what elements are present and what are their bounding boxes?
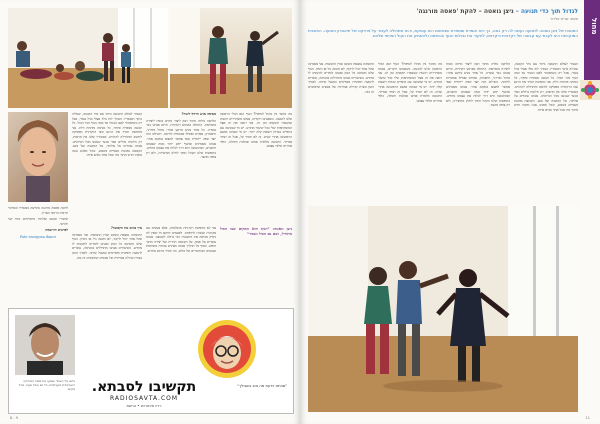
right-column-1 [514,62,578,202]
bottom-column-2 [146,226,216,306]
subhead-1: מאיפה מגיע הדחף ליצור? [181,112,216,116]
info-line-2: שיעורי תנועה ואלתור מתקיימים בימי שני ורביעי. [8,217,68,226]
lead-paragraph [308,28,578,58]
right-column-4 [308,62,374,202]
page-number-right: 11 [585,416,590,420]
article-column-1 [72,112,142,222]
ad-headline: תקשיבו לסבתא. [91,379,197,395]
right-column-2-text: הלהקה נולדה מתוך רצון ליצור מרחב בטוח ליצירה משותפת. התחלנו בארבע רקדניות, והיום אנחנו כבר עשרה. כל אחד מגיע מרקע אחר: מחול מודרני, תיאטרון, ספורט ואפילו אומנויות לחימה. השילוב הזה יוצר שפה ייחודית שאי אפשר למצוא במקום אחר. אנחנו מאמינים שהגוף יודע יותר ממה שאנחנו חושבים, ושהתנועה היא דרך לגלות את עצמנו מחדש. בהופעות שלנו הקהל הופך לחלק מהיצירה, ולא רק צופה מהצד. [446,62,510,108]
article-title: לגדול תוך כדי תנועה [520,8,578,15]
ad-slogan: רדיו אינטרנט • ברשת [126,403,162,408]
subhead-2: איך בונים את הקבוצה? [110,226,142,230]
studio-floor-photo [8,8,168,108]
bottom-column-2-text: אני לא מחפשת רקדניות מושלמות, אלא אנשים עם סקרנות ונכונות להיפתח. לפעמים דווקא מי שאין לה ניסיון מביאה את הרעננות הכי גדולה לקבוצה. אנחנו עובדים על אמון, על הקשבה הדדית ועל יצירה מתוך חופש. בסוף כל תהליך אנחנו מציגים עבודה משותפת שנבנתה מהחומרים של כולם, וזה תמיד מרגש מחדש. [146,226,216,253]
article-column-2 [146,112,216,222]
article-title-block [308,8,578,21]
article-subtitle: ניצן גואטה – להקת 'פאסה מורנגה' [416,8,514,15]
info-line-4: Fate enorgona dance [19,234,57,239]
section-label: מחול [590,18,598,35]
right-page [300,0,600,424]
info-line-1: להקת פאסה מורנגה מופיעה בסטודיו ובמרכזי תרבות ברחבי הארץ. [8,206,68,215]
bottom-column-1 [72,226,142,306]
ad-quote-caption: "סבתא יודעת מה טוב בשבילך" [237,383,287,388]
ad-url-link[interactable]: RADIOSAVTA.COM [109,395,179,402]
info-box [8,206,68,302]
dancers-studio-photo [308,206,578,412]
pull-quote: ניצן גואטה: "הגוף הוא המקום שבו הכול מתחיל, ושם גם הכול נשמר" [220,226,292,237]
ad-body: גלשו אל האתר ושמעו את מיטב המוזיקה הישראלית והעולמית, כל יום ובכל שעה, מכל מקום. [18,379,75,391]
column-1-text: הגעתי לעולם התנועה ביחד עם בתי הקטנה, שגדלה בתוך הסטודיו. הצורך לזוז נולד אצלי בגיל צעיר, אבל רק כשהפכתי לאם הבנתי עד כמה הגוף זוכר הכול. כל תנועה מספרת סיפור, כל נשימה פותחת דלת. אני מחפשת תמיד את הרגע שבו הרקדנית מפסיקה לחשוב ומתחילה להרגיש. בסטודיו שלנו אין מראות, רק חלונות גדולים ואור טבעי שנכנס מכל הכיוונים. אנחנו עובדים על אלתור, על הקשבה ועל מגע. הקבוצה נפגשת פעמיים בשבוע, ובכל מפגש נבנה משהו חדש מתוך מה שכל אחד מביא איתו. [72,112,142,158]
radio-savta-ad[interactable] [8,308,294,414]
article-byline: מאת: שרית אלדור [550,17,578,21]
grandma-avatar-icon [197,319,257,379]
dancer-standing-photo [170,8,292,108]
ad-presenter-photo [15,315,75,375]
title-separator: – [513,8,521,15]
section-tab [584,0,600,80]
column-2-text: הלהקה נולדה מתוך רצון ליצור מרחב בטוח ליצירה משותפת. התחלנו בארבע רקדניות, והיום אנחנו כבר עשרה. כל אחד מגיע מרקע אחר: מחול מודרני, תיאטרון, ספורט ואפילו אומנויות לחימה. השילוב הזה יוצר שפה ייחודית שאי אפשר למצוא במקום אחר. אנחנו מאמינים שהגוף יודע יותר ממה שאנחנו חושבים, ושהתנועה היא דרך לגלות את עצמנו מחדש. בהופעות שלנו הקהל הופך לחלק מהיצירה, ולא רק צופה מהצד. [146,118,216,160]
right-column-3-text: מה מחבר בין מחול לטיפול? הגוף הוא הכלי הראשון שלנו להבעה. כשאנחנו רוקדים, אנחנו משחררים רגשות שנשארו תקועים זמן רב. אני רואה את זה אצל המשתתפות שלי בכל שיעור מחדש. יש מי שמגיעה עם כתפיים כבדות ויוצאת קלה יותר. יש מי שבוכה בפעם הראשונה אחרי שנים. זה לא תמיד קל, אבל זה תמיד אמיתי. התנועה מלמדת אותנו סבלנות וחמלה, כלפי אחרים וכלפי עצמנו. [378,62,442,103]
article-column-3 [220,112,292,222]
column-3-text: מה מחבר בין מחול לטיפול? הגוף הוא הכלי הראשון שלנו להבעה. כשאנחנו רוקדים, אנחנו משחררים רגשות שנשארו תקועים זמן רב. אני רואה את זה אצל המשתתפות שלי בכל שיעור מחדש. יש מי שמגיעה עם כתפיים כבדות ויוצאת קלה יותר. יש מי שבוכה בפעם הראשונה אחרי שנים. זה לא תמיד קל, אבל זה תמיד אמיתי. התנועה מלמדת אותנו סבלנות וחמלה, כלפי אחרים וכלפי עצמנו. [220,112,292,149]
info-line-3: לפרטים והרשמה: [44,228,68,233]
pull-quote-box [220,226,292,306]
bottom-column-1-text: התשובה נמצאת בשקט שבין התנועות. אני מאמינה שכל אחד יכול לרקוד, לא משנה גיל או ניסיון. הגוף שלנו משתנה כל הזמן ואנחנו לומדים להקשיב לו מחדש. בשיעורים אנחנו מתחילים בנשימה, עוברים לתנועה חופשית ומסיימים במעגל שיחה. לאורך הזמן נוצרת קהילה אמיתית של אנשים שתומכים זה בזה. [72,232,142,260]
page-number-left: 8 - 9 [10,416,18,420]
lead-text: המטבח של ניצן גואטה לתנועה נעשה לה רק כמה, כך היא אומרת ומספרת שבתחום היא עוסקת, והיא מתחילה לעבוד על פרויקט של תיאטרון ותנועה. התוכנית המוקדמת היא לעבוד עם קבוצה של רקדניות ורקדנים, לחקור את גבולות הגוף והנשימה ולהשמיע את הקול הפנימי שלהם. [308,28,578,39]
right-column-2 [446,62,510,202]
right-column-4-text: התשובה נמצאת בשקט שבין התנועות. אני מאמינה שכל אחד יכול לרקוד, לא משנה גיל או ניסיון. הגוף שלנו משתנה כל הזמן ואנחנו לומדים להקשיב לו מחדש. בשיעורים אנחנו מתחילים בנשימה, עוברים לתנועה חופשית ומסיימים במעגל שיחה. לאורך הזמן נוצרת קהילה אמיתית של אנשים שתומכים זה בזה. [308,62,374,94]
right-column-1-text: הגעתי לעולם התנועה ביחד עם בתי הקטנה, שגדלה בתוך הסטודיו. הצורך לזוז נולד אצלי בגיל צעיר, אבל רק כשהפכתי לאם הבנתי עד כמה הגוף זוכר הכול. כל תנועה מספרת סיפור, כל נשימה פותחת דלת. אני מחפשת תמיד את הרגע שבו הרקדנית מפסיקה לחשוב ומתחילה להרגיש. בסטודיו שלנו אין מראות, רק חלונות גדולים ואור טבעי שנכנס מכל הכיוונים. אנחנו עובדים על אלתור, על הקשבה ועל מגע. הקבוצה נפגשת פעמיים בשבוע, ובכל מפגש נבנה משהו חדש מתוך מה שכל אחד מביא איתו. [514,62,578,112]
ornament-icon [580,80,600,100]
right-column-3 [378,62,442,202]
dancer-portrait-photo [8,112,68,202]
